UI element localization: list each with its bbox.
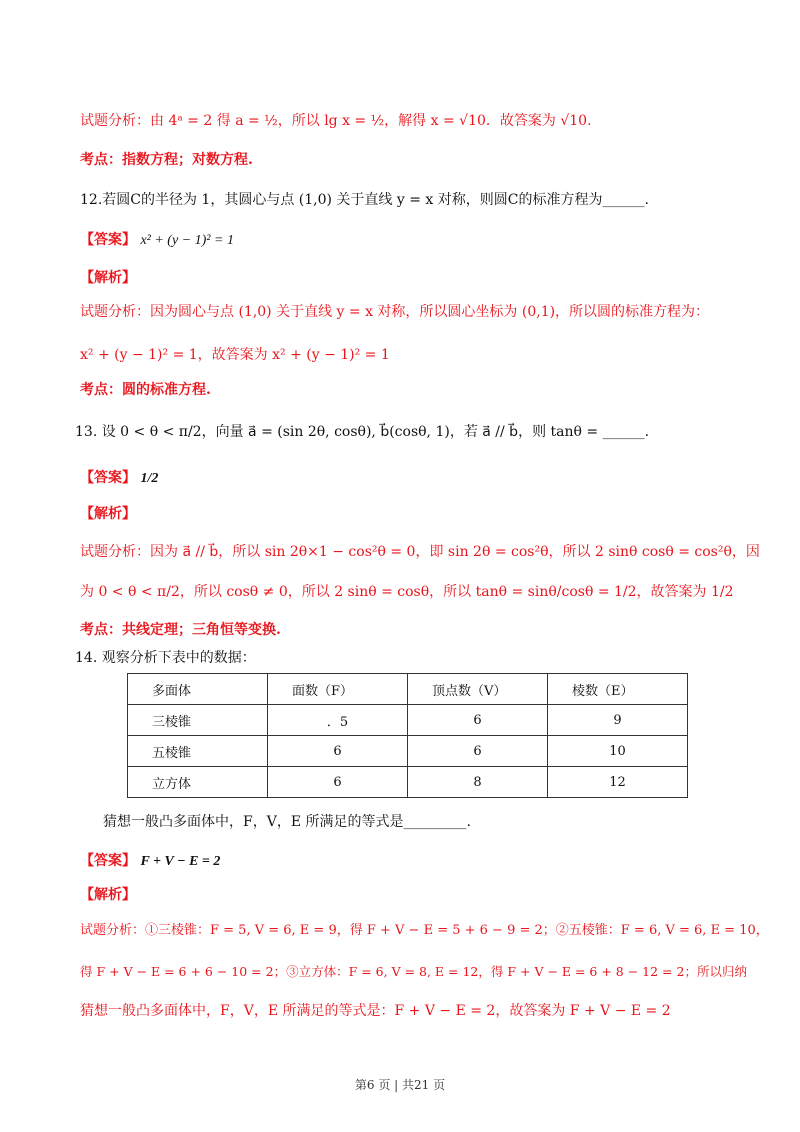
page-footer: 第6 页 | 共21 页 — [354, 1078, 446, 1092]
q13-answer-line — [80, 468, 158, 489]
q11-kaodian: 考点：指数方程；对数方程. — [80, 152, 253, 168]
table-header-cell: 顶点数（V） — [408, 674, 548, 705]
table-header-cell: 面数（F） — [268, 674, 408, 705]
table-row — [128, 767, 688, 798]
table-header-row — [128, 674, 688, 705]
q13-answer: 1/2 — [140, 471, 159, 486]
q14-answer-tag: 【答案】 — [80, 853, 136, 869]
q14-analysis-1: 试题分析：①三棱锥：F = 5, V = 6, E = 9，得 F + V − E = 5 + 6 − 9 = 2；②五棱锥：F = 6, V = 6, E = 10， — [80, 923, 769, 938]
table-cell: ．5 — [268, 705, 408, 736]
table-header-cell: 多面体 — [128, 674, 268, 705]
q13-jiexi: 【解析】 — [80, 506, 136, 522]
q13-answer-tag: 【答案】 — [80, 470, 136, 486]
table-cell: 三棱锥 — [128, 705, 268, 736]
q14-jiexi: 【解析】 — [80, 887, 136, 903]
q13-analysis-1: 试题分析：因为 a⃗ // b⃗，所以 sin 2θ×1 − cos²θ = 0，即 sin 2θ = cos²θ，所以 2 sinθ cosθ = cos²θ，因 — [80, 544, 760, 560]
q12-analysis-1: 试题分析：因为圆心与点 (1,0) 关于直线 y = x 对称，所以圆心坐标为 (0,1)，所以圆的标准方程为： — [80, 304, 710, 320]
q12-kaodian: 考点：圆的标准方程. — [80, 382, 211, 398]
table-cell: 6 — [268, 736, 408, 767]
q12-jiexi: 【解析】 — [80, 270, 136, 286]
q12-question: 12.若圆C的半径为 1，其圆心与点 (1,0) 关于直线 y = x 对称，则圆C的标准方程为______. — [80, 192, 649, 208]
table-cell: 9 — [548, 705, 688, 736]
table-row — [128, 705, 688, 736]
q14-answer-line — [80, 851, 220, 872]
q14-answer: F + V − E = 2 — [140, 854, 221, 869]
table-cell: 立方体 — [128, 767, 268, 798]
table-cell: 12 — [548, 767, 688, 798]
table-cell: 8 — [408, 767, 548, 798]
q13-question: 13. 设 0 < θ < π/2，向量 a⃗ = (sin 2θ, cosθ), b⃗(cosθ, 1)，若 a⃗ // b⃗，则 tanθ = ______. — [75, 424, 650, 440]
q13-kaodian: 考点：共线定理；三角恒等变换. — [80, 622, 281, 638]
q11-analysis: 试题分析：由 4ᵃ = 2 得 a = ½，所以 lg x = ½，解得 x = √10．故答案为 √10. — [80, 113, 592, 129]
q14-analysis-3: 猜想一般凸多面体中，F，V，E 所满足的等式是：F + V − E = 2，故答案为 F + V − E = 2 — [80, 1003, 671, 1019]
table-cell: 6 — [408, 705, 548, 736]
table-row — [128, 736, 688, 767]
table-header-cell: 棱数（E） — [548, 674, 688, 705]
table-cell: 6 — [408, 736, 548, 767]
q14-guess: 猜想一般凸多面体中，F，V，E 所满足的等式是_________. — [103, 814, 471, 830]
table-cell: 10 — [548, 736, 688, 767]
q12-answer-line — [80, 230, 234, 251]
polyhedron-table — [127, 673, 688, 798]
q13-analysis-2: 为 0 < θ < π/2，所以 cosθ ≠ 0，所以 2 sinθ = cosθ，所以 tanθ = sinθ/cosθ = 1/2，故答案为 1/2 — [80, 584, 734, 600]
table-cell: 6 — [268, 767, 408, 798]
q12-answer-tag: 【答案】 — [80, 232, 136, 248]
q12-analysis-2: x² + (y − 1)² = 1，故答案为 x² + (y − 1)² = 1 — [80, 347, 390, 363]
q14-question: 14. 观察分析下表中的数据： — [75, 650, 256, 666]
q12-answer: x² + (y − 1)² = 1 — [140, 233, 234, 248]
q14-analysis-2: 得 F + V − E = 6 + 6 − 10 = 2；③立方体：F = 6, V = 8, E = 12，得 F + V − E = 6 + 8 − 12 = 2；所以归纳 — [80, 964, 747, 979]
table-cell: 五棱锥 — [128, 736, 268, 767]
